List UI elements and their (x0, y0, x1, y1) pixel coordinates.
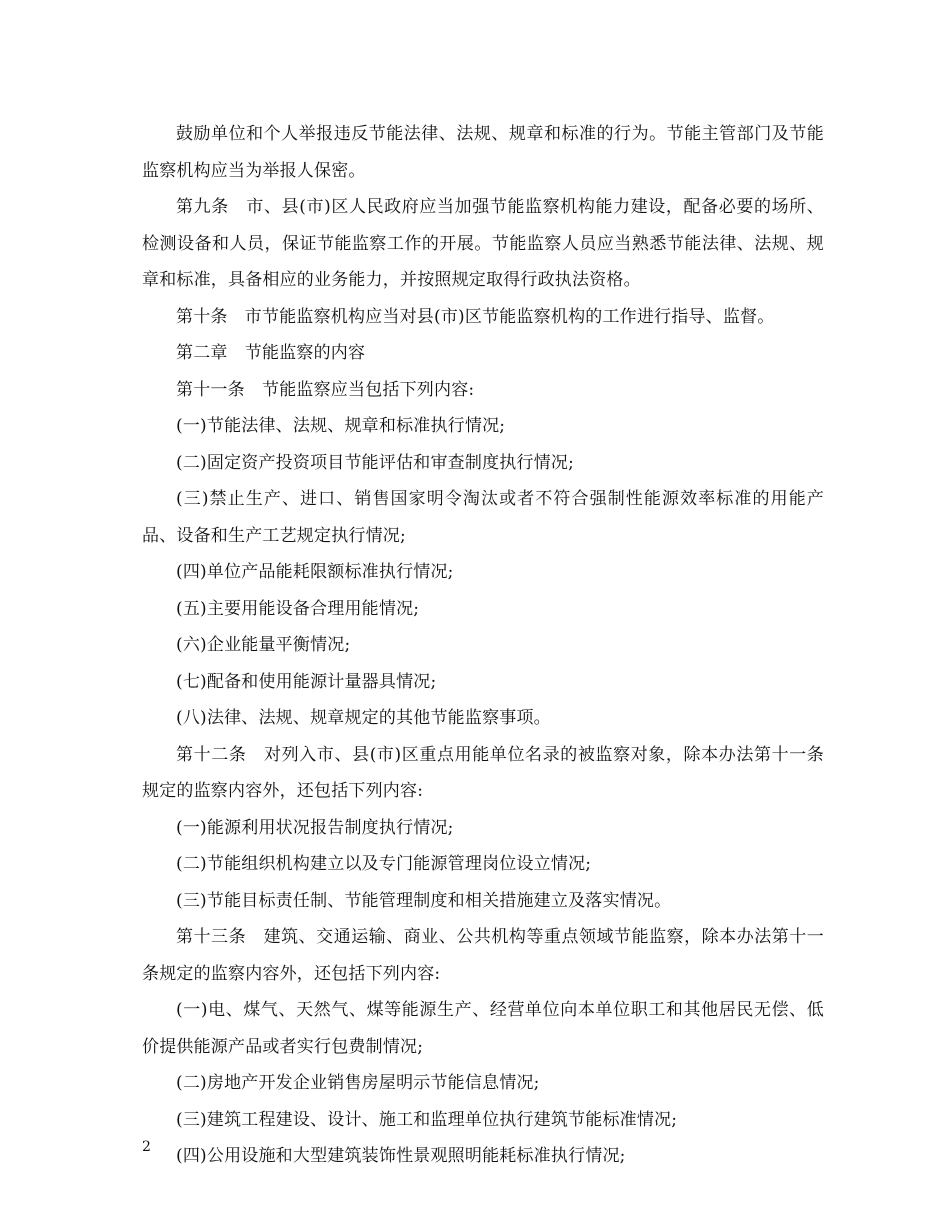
paragraph: 第十二条 对列入市、县(市)区重点用能单位名录的被监察对象，除本办法第十一条规定的监察内容外，还包括下列内容: (142, 744, 824, 801)
list-item: (二)节能组织机构建立以及专门能源管理岗位设立情况; (176, 854, 592, 874)
chapter-heading: 第二章 节能监察的内容 (176, 343, 366, 363)
list-item: (二)固定资产投资项目节能评估和审查制度执行情况; (176, 452, 574, 473)
list-item: (五)主要用能设备合理用能情况; (176, 598, 420, 619)
paragraph: 第十三条 建筑、交通运输、商业、公共机构等重点领域节能监察，除本办法第十一条规定的监察内容外，还包括下列内容: (142, 927, 824, 984)
list-item: (四)单位产品能耗限额标准执行情况; (176, 562, 454, 582)
list-item: (一)节能法律、法规、规章和标准执行情况; (176, 416, 506, 436)
list-item: (二)房地产开发企业销售房屋明示节能信息情况; (176, 1073, 540, 1093)
list-item: (三)禁止生产、进口、销售国家明令淘汰或者不符合强制性能源效率标准的用能产品、设备和生产工艺规定执行情况; (142, 489, 824, 546)
paragraph: 第十一条 节能监察应当包括下列内容: (176, 379, 475, 400)
list-item: (三)建筑工程建设、设计、施工和监理单位执行建筑节能标准情况; (176, 1109, 678, 1130)
list-item: (六)企业能量平衡情况; (176, 635, 351, 655)
list-item: (七)配备和使用能源计量器具情况; (176, 671, 437, 692)
paragraph: 第九条 市、县(市)区人民政府应当加强节能监察机构能力建设，配备必要的场所、检测设备和人员，保证节能监察工作的开展。节能监察人员应当熟悉节能法律、法规、规章和标准，具备相应的业务能力，并按照规定取得行政执法资格。 (142, 197, 824, 290)
list-item: (四)公用设施和大型建筑装饰性景观照明能耗标准执行情况; (176, 1146, 626, 1166)
paragraph: 第十条 市节能监察机构应当对县(市)区节能监察机构的工作进行指导、监督。 (176, 306, 775, 327)
list-item: (三)节能目标责任制、节能管理制度和相关措施建立及落实情况。 (176, 890, 672, 911)
document-body (142, 116, 824, 1175)
page-number: 2 (142, 1139, 151, 1155)
paragraph: 鼓励单位和个人举报违反节能法律、法规、规章和标准的行为。节能主管部门及节能监察机构应当为举报人保密。 (142, 124, 824, 181)
list-item: (八)法律、法规、规章规定的其他节能监察事项。 (176, 708, 551, 728)
list-item: (一)能源利用状况报告制度执行情况; (176, 817, 454, 838)
list-item: (一)电、煤气、天然气、煤等能源生产、经营单位向本单位职工和其他居民无偿、低价提供能源产品或者实行包费制情况; (142, 1000, 824, 1057)
